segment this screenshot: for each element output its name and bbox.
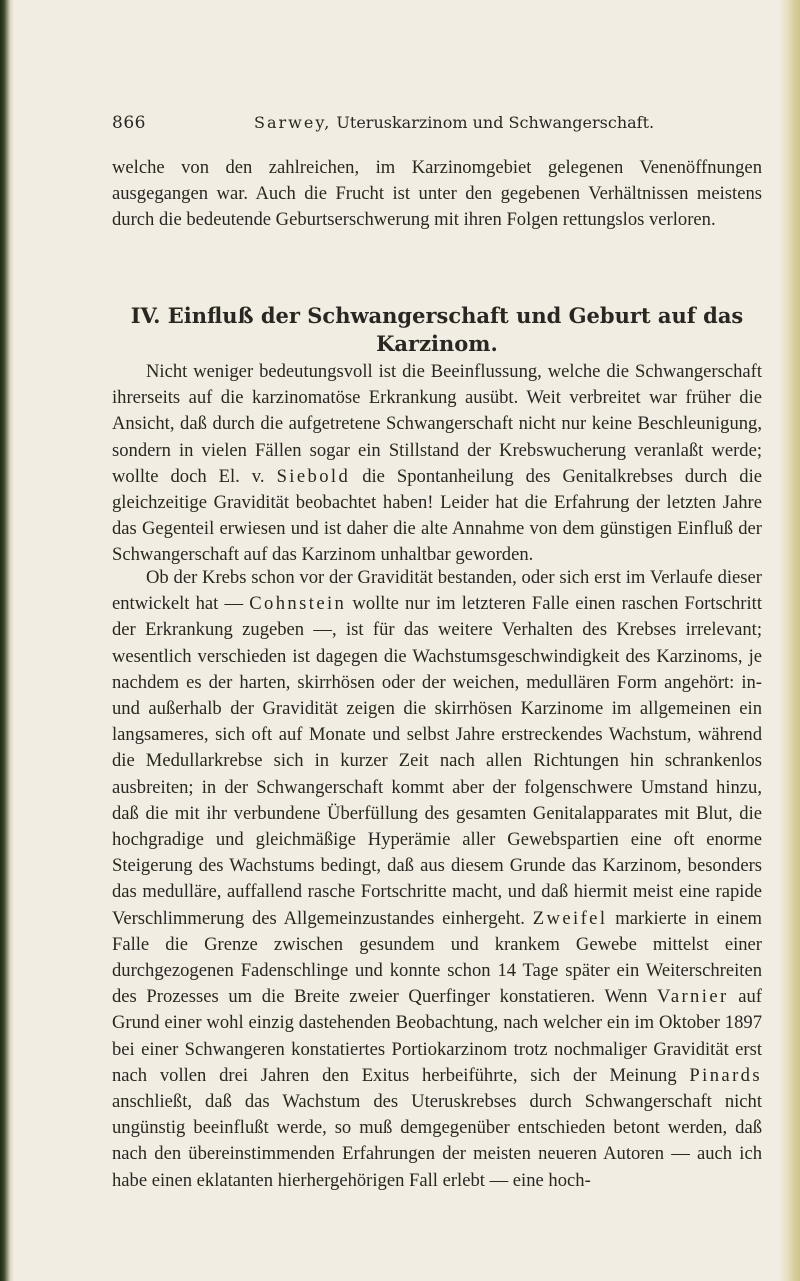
running-author: Sarwey, [254,113,332,132]
paragraph-1-text-b: die Spontanheilung des Genitalkrebses durch die gleichzeitige Gravidität beobachtet haben! Leider hat die Erfahrung der letzten Jahre das Gegenteil erwiesen und ist daher die alte Annahme von dem günstigen Einfluß der Schwangerschaft auf das Karzinom unhaltbar geworden. [112,465,762,566]
author-name-cohnstein: Cohnstein [249,593,347,615]
paragraph-2-text-e: anschließt, daß das Wachstum des Uteruskrebses durch Schwangerschaft nicht ungünstig beeinflußt werde, so muß demgegenüber entschieden betont werden, daß nach den übereinstimmenden Erfahrungen der meisten neueren Autoren — auch ich habe einen eklatanten hierhergehörigen Fall erlebt — eine hoch- [112,1091,762,1191]
running-subject: Uteruskarzinom und Schwangerschaft. [336,113,655,132]
paragraph-2-text-a: Ob der Krebs schon vor der Gravidität bestanden, oder sich erst im Verlaufe dieser entwickelt hat — [112,567,762,615]
author-name-siebold: Siebold [276,465,351,487]
author-name-varnier: Varnier [657,986,729,1008]
author-name-zweifel: Zweifel [532,907,608,929]
page-number: 866 [112,113,146,133]
paragraph-2-text-c: markierte in einem Falle die Grenze zwischen gesundem und krankem Gewebe mittelst einer durchgezogenen Fadenschlinge und konnte schon 14 Tage später ein Weiterschreiten des Prozesses um die Breite zweier Querfinger konstatieren. Wenn [112,907,762,1008]
paragraph-1 [112,359,762,569]
section-heading [112,302,762,358]
scan-page-edge [778,0,800,1281]
running-head [112,113,752,139]
paragraph-2 [112,565,762,1194]
paragraph-1-text-a: Nicht weniger bedeutungsvoll ist die Beeinflussung, welche die Schwangerschaft ihrerseits auf die karzinomatöse Erkrankung ausübt. Weit verbreitet war früher die Ansicht, daß durch die aufgetretene Schwangerschaft nicht nur keine Beschleunigung, sondern in vielen Fällen sogar ein Stillstand der Krebswucherung veranlaßt werde; wollte doch El. v. [112,361,762,487]
author-name-pinards: Pinards [689,1064,763,1086]
running-title [254,113,654,132]
section-heading-line-2: Karzinom. [376,331,498,356]
paragraph-2-text-b: wollte nur im letzteren Falle einen raschen Fortschritt der Erkrankung zugeben —, ist für das weitere Verhalten des Krebses irrelevant; wesentlich verschieden ist dagegen die Wachstumsgeschwindigkeit des Karzinoms, je nachdem es der harten, skirrhösen oder der weichen, medullären Form angehört: in- und außerhalb der Gravidität zeigen die skirrhösen Karzinome im allgemeinen ein langsameres, sich oft auf Monate und selbst Jahre erstreckendes Wachstum, während die Medullarkrebse sich in kurzer Zeit nach allen Richtungen hin schrankenlos ausbreiten; in der Schwangerschaft kommt aber der folgenschwere Umstand hinzu, daß die mit ihr verbundene Überfüllung des gesamten Genitalapparates mit Blut, die hochgradige und gleichmäßige Hyperämie aller Gewebspartien eine oft enorme Steigerung des Wachstums bedingt, daß aus diesem Grunde das Karzinom, besonders das medulläre, auffallend rasche Fortschritte macht, und daß hiermit meist eine rapide Verschlimmerung des Allgemeinzustandes einhergeht. [112,593,763,929]
paragraph-2-text-d: auf Grund einer wohl einzig dastehenden Beobachtung, nach welcher ein im Oktober 1897 bei einer Schwangeren konstatiertes Portiokarzinom trotz nochmaliger Gravidität erst nach vollen drei Jahren den Exitus herbeiführte, sich der Meinung [112,986,762,1086]
scan-binding-edge [0,0,14,1281]
intro-paragraph: welche von den zahlreichen, im Karzinomgebiet gelegenen Venenöffnungen ausgegangen war. Auch die Frucht ist unter den gegebenen Verhältnissen meistens durch die bedeutende Geburtserschwerung mit ihren Folgen rettungslos verloren. [112,157,762,231]
section-heading-line-1: IV. Einfluß der Schwangerschaft und Geburt auf das [130,303,744,328]
